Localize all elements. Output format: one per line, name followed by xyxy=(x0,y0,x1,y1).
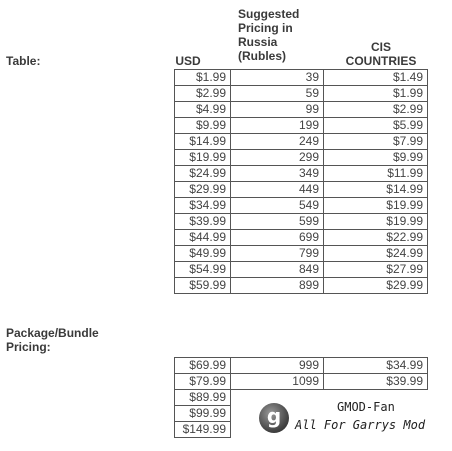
table-cell: $14.99 xyxy=(175,134,231,150)
table-cell: $29.99 xyxy=(324,278,428,294)
table-cell: $149.99 xyxy=(175,422,231,438)
table-cell: $49.99 xyxy=(175,246,231,262)
table-cell: 549 xyxy=(231,198,324,214)
package-label: Package/Bundle Pricing: xyxy=(6,326,99,354)
cis-header: CIS COUNTRIES xyxy=(345,40,417,68)
table-label: Table: xyxy=(6,54,41,68)
table-cell: $24.99 xyxy=(324,246,428,262)
table-cell: $1.99 xyxy=(175,70,231,86)
table-cell: 1099 xyxy=(231,374,324,390)
table-row xyxy=(175,102,428,118)
table-cell: $19.99 xyxy=(324,198,428,214)
table-cell: $19.99 xyxy=(175,150,231,166)
table-cell: $34.99 xyxy=(175,198,231,214)
table-cell: 899 xyxy=(231,278,324,294)
table-cell: 999 xyxy=(231,358,324,374)
rubles-header: Suggested Pricing in Russia (Rubles) xyxy=(238,7,300,63)
table-cell: 249 xyxy=(231,134,324,150)
table-row xyxy=(175,70,428,86)
pricing-table xyxy=(174,69,428,294)
table-cell: $2.99 xyxy=(175,86,231,102)
table-cell: 299 xyxy=(231,150,324,166)
table-cell: $11.99 xyxy=(324,166,428,182)
table-row xyxy=(175,198,428,214)
table-cell: 449 xyxy=(231,182,324,198)
table-row xyxy=(175,86,428,102)
table-row xyxy=(175,358,428,374)
table-cell: $4.99 xyxy=(175,102,231,118)
table-cell: 849 xyxy=(231,262,324,278)
table-cell: $24.99 xyxy=(175,166,231,182)
table-cell: 349 xyxy=(231,166,324,182)
table-row xyxy=(175,374,428,390)
table-cell: $5.99 xyxy=(324,118,428,134)
table-cell: $89.99 xyxy=(175,390,231,406)
table-cell: $9.99 xyxy=(175,118,231,134)
table-cell: $22.99 xyxy=(324,230,428,246)
table-row xyxy=(175,118,428,134)
table-cell: $54.99 xyxy=(175,262,231,278)
gmod-logo-icon: g xyxy=(259,403,289,433)
table-row xyxy=(175,262,428,278)
table-row xyxy=(175,278,428,294)
table-cell: $79.99 xyxy=(175,374,231,390)
table-cell: $19.99 xyxy=(324,214,428,230)
table-cell: 199 xyxy=(231,118,324,134)
table-cell: $59.99 xyxy=(175,278,231,294)
table-cell: $44.99 xyxy=(175,230,231,246)
watermark-title: GMOD-Fan xyxy=(337,400,395,414)
table-row xyxy=(175,182,428,198)
table-cell: $34.99 xyxy=(324,358,428,374)
table-cell: $9.99 xyxy=(324,150,428,166)
table-cell: 59 xyxy=(231,86,324,102)
table-cell: 599 xyxy=(231,214,324,230)
usd-header: USD xyxy=(175,54,201,68)
table-cell: $1.99 xyxy=(324,86,428,102)
watermark xyxy=(255,396,452,444)
table-cell: $2.99 xyxy=(324,102,428,118)
table-cell: $1.49 xyxy=(324,70,428,86)
table-row xyxy=(175,214,428,230)
table-row xyxy=(175,134,428,150)
table-cell: $69.99 xyxy=(175,358,231,374)
table-row xyxy=(175,166,428,182)
table-row xyxy=(175,230,428,246)
table-cell: $7.99 xyxy=(324,134,428,150)
table-cell: 699 xyxy=(231,230,324,246)
table-cell: $39.99 xyxy=(175,214,231,230)
table-cell: $99.99 xyxy=(175,406,231,422)
table-cell: 799 xyxy=(231,246,324,262)
watermark-tagline: All For Garrys Mod xyxy=(295,418,426,432)
table-cell: $29.99 xyxy=(175,182,231,198)
table-cell: $39.99 xyxy=(324,374,428,390)
table-cell: 39 xyxy=(231,70,324,86)
table-cell: 99 xyxy=(231,102,324,118)
table-row xyxy=(175,246,428,262)
table-cell: $27.99 xyxy=(324,262,428,278)
table-cell: $14.99 xyxy=(324,182,428,198)
table-row xyxy=(175,150,428,166)
